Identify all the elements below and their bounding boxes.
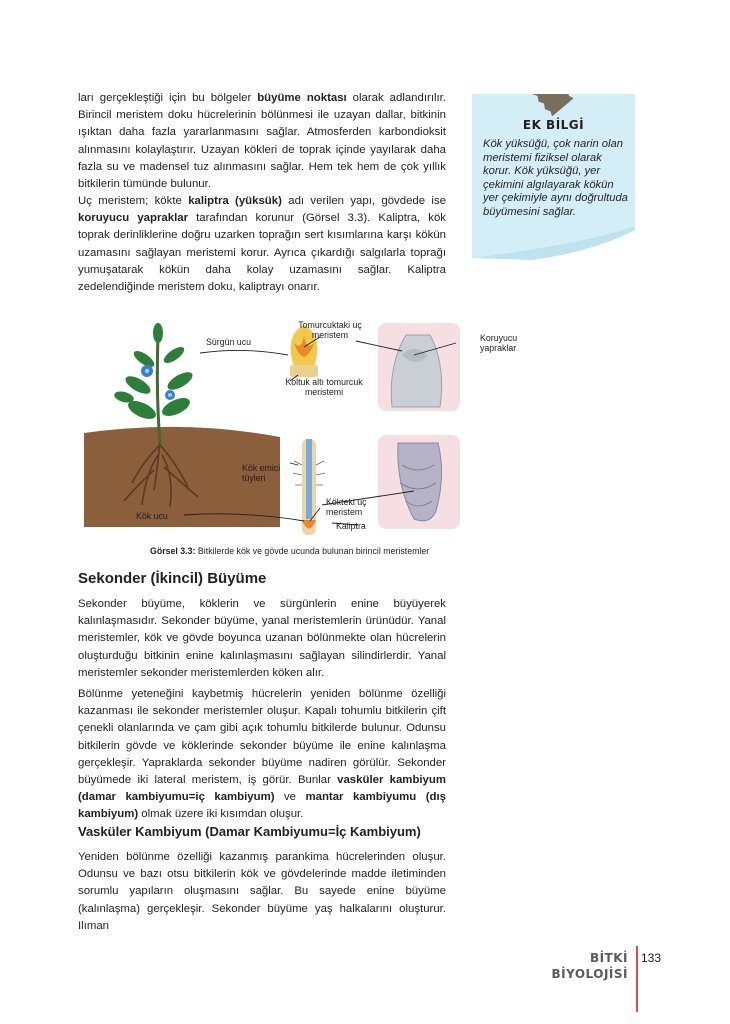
label-root-hairs: Kök emici tüyleri — [242, 463, 281, 483]
label-axillary-bud-meristem: Koltuk altı tomurcuk meristemi — [285, 377, 363, 397]
paragraph-vascular-cambium: Yeniden bölünme özelliği kazanmış parankima hücrelerinden oluşur. Odunsu ve bazı otsu bitkilerin kök ve gövdelerinde madde iletiminden sorumlu yapıların oluşmasını sağlar. Bu sayede enine büyüme (kalınlaşma) gerçekleşir. Sekonder büyüme yaş halkalarını oluşturur. Ilıman — [78, 851, 446, 932]
figure-illustration — [84, 315, 464, 540]
paragraph-secondary-growth-2: Bölünme yeteneğini kaybetmiş hücrelerin yeniden bölünme özelliği kazanması ile sekonder meristemler oluşur. Kapalı tohumlu bitkilerin çift çenekli olanlarında ve çam gibi açık tohumlu bitkilerde bulunur. Odunsu bitkilerin gövde ve köklerinde sekonder büyüme ile enine kalınlaşma gerçekleşir. Yapraklarda sekonder büyüme nadiren görülür. Sekonder büyümede iki lateral meristem, iş görür. Bunlar vasküler kambiyum (damar kambiyumu=iç kambiyum) ve mantar kambiyumu (dış kambiyum) olmak üzere iki kısımdan oluşur. — [78, 688, 446, 821]
label-root-apical-meristem: Kökteki uç meristem — [326, 497, 367, 517]
label-bud-apical-meristem: Tomurcuktaki uç meristem — [298, 320, 362, 340]
term-kaliptra: kaliptra (yüksük) — [188, 195, 282, 207]
paragraph-growth-point: ları gerçekleştiği için bu bölgeler büyüme noktası olarak adlandırılır. Birincil meristem doku hücrelerinin bölünmesi ile uzayan dallar, bitkinin ışıktan daha fazla yararlanmasını sağlar. Atmosferden karbondioksit alınmasını kolaylaştırır. Uzayan kökleri de toprak içinde yayılarak daha fazla su ve madensel tuz alınmasını sağlar. Hem tek hem de çok yıllık bitkilerin tümünde bulunur. — [78, 92, 447, 191]
note-title: EK BİLGİ — [522, 118, 585, 132]
label-protective-leaves: Koruyucu yapraklar — [480, 333, 518, 353]
note-text: Kök yüksüğü, çok narin olan meristemi fiziksel olarak korur. Kök yüksüğü, yer çekimini algılayarak kökün yer çekimiyle aynı doğrultuda büyümesini sağlar. — [483, 138, 628, 218]
section-title-secondary-growth: Sekonder (İkincil) Büyüme — [78, 570, 267, 587]
label-root-cap: Kaliptra — [336, 521, 366, 531]
figure-primary-meristems — [84, 315, 518, 540]
label-shoot-tip: Sürgün ucu — [206, 337, 251, 347]
section-title-vascular-cambium: Vasküler Kambiyum (Damar Kambiyumu=İç Kambiyum) — [78, 824, 421, 839]
extra-info-note — [472, 94, 635, 258]
paragraph-secondary-growth-1: Sekonder büyüme, köklerin ve sürgünlerin enine büyüyerek kalınlaşmasıdır. Sekonder büyüme, yanal meristemlerin ürünüdür. Yanal meristemler, kök ve gövde boyunca uzanan bölünmekte olan hücrelerin oluşturduğu bitkinin enine kalınlaşmasını sağlayan silindirlerdir. Yanal meristemler sekonder meristemlerden köken alır. — [78, 598, 446, 679]
plant-stem — [157, 335, 160, 443]
figure-caption: Görsel 3.3: Bitkilerde kök ve gövde ucunda bulunan birincil meristemler — [150, 546, 430, 556]
page-number: 133 — [641, 951, 662, 965]
label-root-tip: Kök ucu — [136, 511, 168, 521]
term-protective-leaves: koruyucu yapraklar — [78, 212, 189, 225]
root-tip-drawing — [293, 439, 325, 535]
paragraph-apical-meristem: Uç meristem; kökte kaliptra (yüksük) adı verilen yapı, gövdede ise koruyucu yapraklar tarafından korunur (Görsel 3.3). Kaliptra, kök toprak derinliklerine doğru uzarken toprağın sert kısımlarına karşı kökün uzamasını sağlayan meristemi korur. Ayrıca çıkardığı salgılarla toprağı yumuşatarak kökün daha kolay uzamasını sağlar. Kaliptra zedelendiğinde meristem doku, kaliptrayı onarır. — [78, 195, 446, 294]
term-growth-point: büyüme noktası — [257, 92, 347, 104]
footer-divider — [636, 946, 638, 1012]
term-vascular-cambium: vasküler kambiyum (damar kambiyumu=iç kambiyum) — [78, 774, 446, 804]
plant-leaves — [113, 323, 195, 423]
footer-book-title: BİTKİ BİYOLOJİSİ — [551, 951, 628, 981]
term-cork-cambium: mantar kambiyumu (dış kambiyum) — [78, 791, 446, 821]
